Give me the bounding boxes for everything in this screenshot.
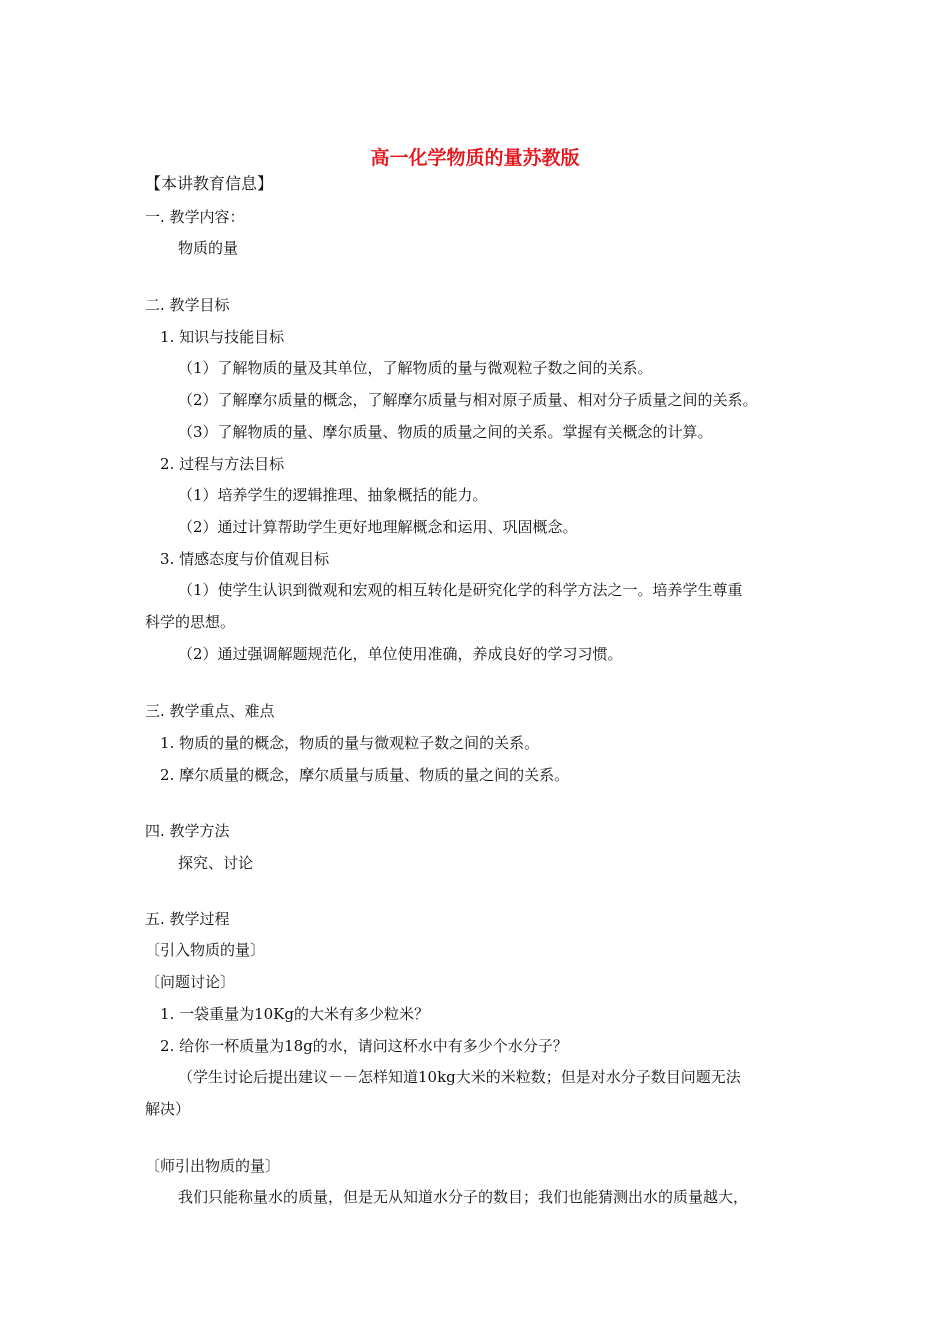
- body-paragraph: 我们只能称量水的质量，但是无从知道水分子的数目；我们也能猜测出水的质量越大，: [178, 1188, 749, 1206]
- discussion-note: （学生讨论后提出建议－－怎样知道10kg大米的米粒数；但是对水分子数目问题无法: [178, 1068, 741, 1086]
- section-header: 【本讲教育信息】: [145, 174, 274, 193]
- key-point-item: 2. 摩尔质量的概念，摩尔质量与质量、物质的量之间的关系。: [160, 766, 570, 784]
- process-step-label: 〔引入物质的量〕: [145, 941, 266, 959]
- section-3-heading: 三. 教学重点、难点: [145, 702, 275, 720]
- question-item: 1. 一袋重量为10Kg的大米有多少粒米？: [160, 1005, 429, 1023]
- section-4-heading: 四. 教学方法: [145, 822, 230, 840]
- goal-3-item: （1）使学生认识到微观和宏观的相互转化是研究化学的科学方法之一。培养学生尊重: [178, 581, 743, 599]
- goal-2-item: （2）通过计算帮助学生更好地理解概念和运用、巩固概念。: [178, 518, 578, 536]
- question-item: 2. 给你一杯质量为18g的水，请问这杯水中有多少个水分子？: [160, 1037, 568, 1055]
- key-point-item: 1. 物质的量的概念，物质的量与微观粒子数之间的关系。: [160, 734, 540, 752]
- section-1-content: 物质的量: [178, 239, 239, 257]
- document-title: 高一化学物质的量苏教版: [370, 147, 580, 169]
- process-step-label: 〔问题讨论〕: [145, 973, 236, 991]
- section-5-heading: 五. 教学过程: [145, 910, 230, 928]
- goal-3-heading: 3. 情感态度与价值观目标: [160, 550, 330, 568]
- goal-1-item: （3）了解物质的量、摩尔质量、物质的质量之间的关系。掌握有关概念的计算。: [178, 423, 713, 441]
- goal-2-heading: 2. 过程与方法目标: [160, 455, 285, 473]
- goal-3-item: （2）通过强调解题规范化，单位使用准确，养成良好的学习习惯。: [178, 645, 623, 663]
- goal-1-heading: 1. 知识与技能目标: [160, 328, 285, 346]
- discussion-note-continued: 解决）: [145, 1100, 191, 1118]
- section-4-content: 探究、讨论: [178, 854, 254, 872]
- goal-1-item: （1）了解物质的量及其单位，了解物质的量与微观粒子数之间的关系。: [178, 359, 653, 377]
- process-step-label: 〔师引出物质的量〕: [145, 1157, 281, 1175]
- goal-1-item: （2）了解摩尔质量的概念，了解摩尔质量与相对原子质量、相对分子质量之间的关系。: [178, 391, 758, 409]
- section-2-heading: 二. 教学目标: [145, 296, 230, 314]
- goal-2-item: （1）培养学生的逻辑推理、抽象概括的能力。: [178, 486, 488, 504]
- goal-3-item-continued: 科学的思想。: [145, 613, 236, 631]
- section-1-heading: 一. 教学内容：: [145, 208, 245, 226]
